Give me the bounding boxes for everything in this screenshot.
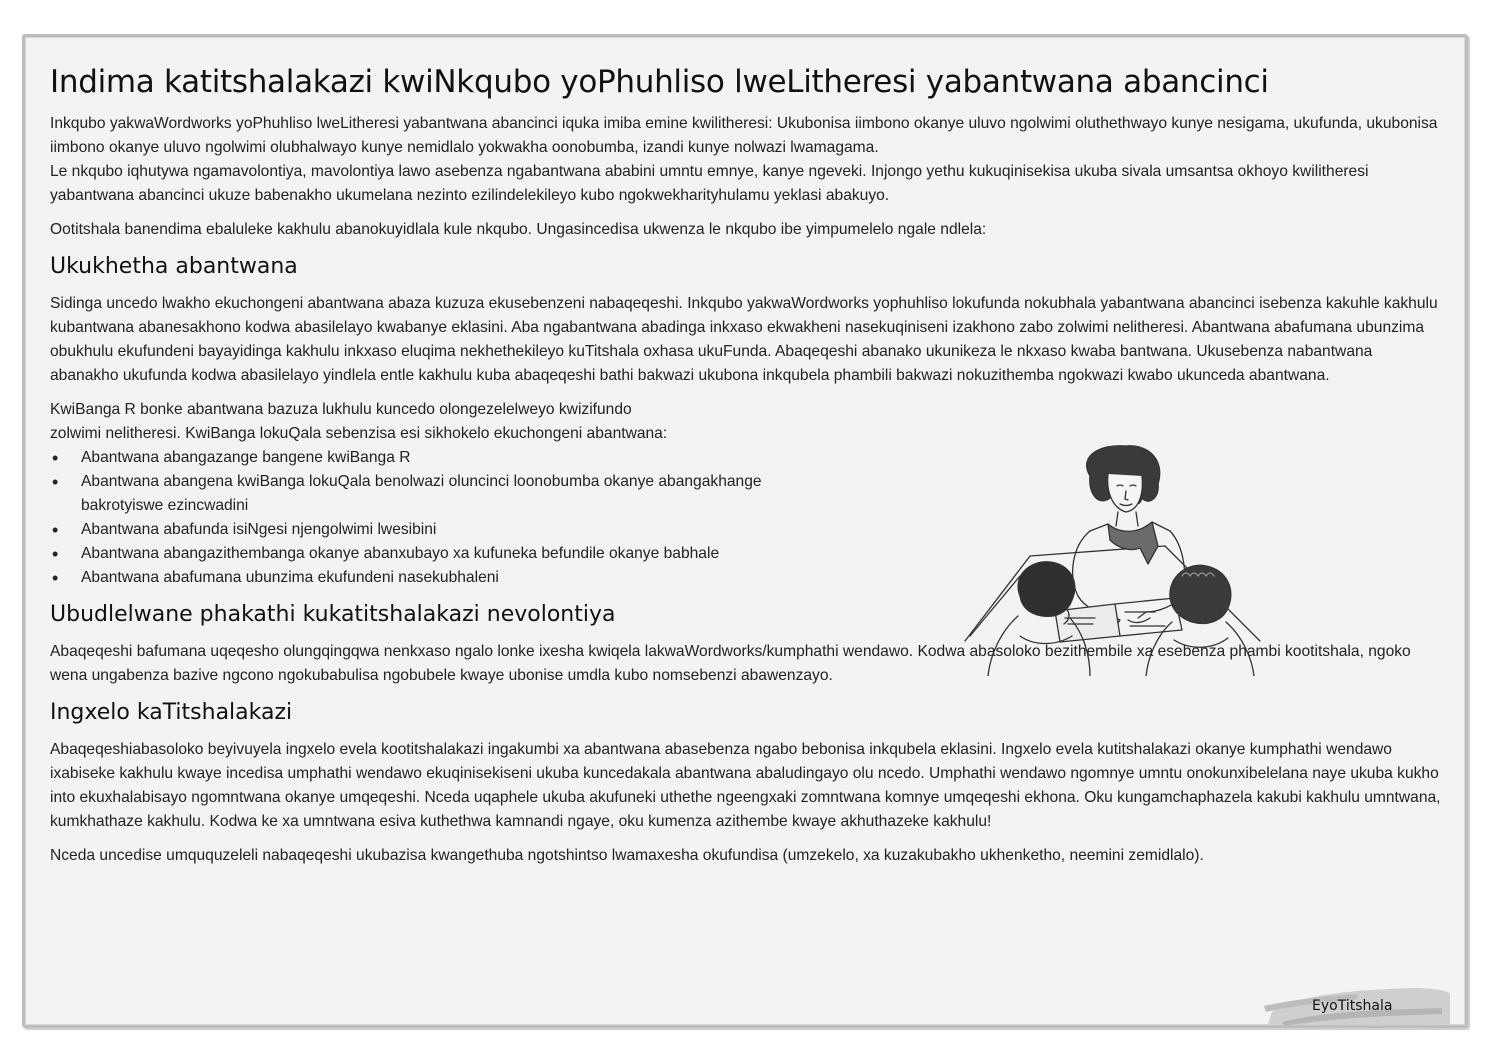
list-item: • Abantwana abangazange bangene kwiBanga R (50, 446, 880, 470)
grade-one-line: zolwimi nelitheresi. KwiBanga lokuQala sebenzisa esi sikhokelo ekuchongeni abantwana: (50, 425, 668, 442)
list-item: • Abantwana abangena kwiBanga lokuQala benolwazi oluncinci loonobumba okanye abangakhange bakrotyiswe ezincwadini (50, 470, 811, 518)
footer-badge-label: EyoTitshala (1312, 998, 1393, 1014)
relationship-paragraph: Abaqeqeshi bafumana uqeqesho olungqingqwa nenkxaso ngalo lonke ixesha kwiqela lakwaWordworks/kumphathi wendawo. Kodwa abasoloko bezithembile xa esebenza phambi kootitshala, ngoko wena ungabenza bazive ngcono ngokubabulisa ngobubele kwaye ubonise umdla kubo nomsebenzi abawenzayo. (50, 643, 1411, 684)
selecting-paragraph: Sidinga uncedo lwakho ekuchongeni abantwana abaza kuzuza ekusebenzeni nabaqeqeshi. Inkqubo yakwaWordworks yophuhliso lokufunda nokubhala yabantwana abancinci isebenza kakuhle kakhulu kubantwana abanesakhono kodwa abasilelayo kwabanye eklasini. Aba ngabantwana abadinga inkxaso ekwakheni nasekuqiniseni izakhono zabo zolwimi nelitheresi. Abantwana abafumana ubunzima obukhulu ekufundeni bayayidinga kakhulu inkxaso eluqima nekhethekileyo kuTitshala oxhasa ukuFunda. Abaqeqeshi abanako ukunikeza le nkxaso kwaba bantwana. Ukusebenza nabantwana abanakho ukufunda kodwa abasilelayo yindlela entle kakhulu kuba abaqeqeshi bathi bakwazi ukubona inkqubela phambili bakwazi nokuzithemba ngokwazi kwabo ukunceda abantwana. (50, 295, 1438, 384)
intro-paragraph-2: Le nkqubo iqhutywa ngamavolontiya, mavolontiya lawo asebenza ngabantwana ababini umntu emnye, kanye ngeveki. Injongo yethu kukuqinisekisa ukuba sivala umsantsa okhoyo kwilitheresi yabantwana abancinci ukuze babenakho ukumelana nezinto ezilindelekileyo kubo ngokwekharityhulamu yeklasi abakuyo. (50, 163, 1369, 204)
teacher-with-children-illustration (960, 436, 1270, 676)
list-item: • Abantwana abafunda isiNgesi njengolwimi lwesibini (50, 518, 880, 542)
intro-section (50, 112, 1450, 242)
selection-criteria-list (50, 446, 880, 590)
page-title: Indima katitshalakazi kwiNkqubo yoPhuhliso lweLitheresi yabantwana abancinci (50, 64, 1269, 100)
intro-paragraph-1: Inkqubo yakwaWordworks yoPhuhliso lweLitheresi yabantwana abancinci iquka imiba emine kwilitheresi: Ukubonisa iimbono okanye uluvo ngolwimi oluthethwayo kunye nesigama, ukufunda, ukubonisa iimbono okanye uluvo ngolwimi olubhalwayo kunye nemidlalo yokwakha oonobumba, izandi kunye nolwazi lwamagama. (50, 115, 1438, 156)
heading-teacher-feedback: Ingxelo kaTitshalakazi (50, 700, 293, 725)
heading-teacher-volunteer-relationship: Ubudlelwane phakathi kukatitshalakazi nevolontiya (50, 602, 616, 627)
list-item: • Abantwana abangazithembanga okanye abanxubayo xa kufuneka befundile okanye babhale (50, 542, 880, 566)
intro-paragraph-3: Ootitshala banendima ebaluleke kakhulu abanokuyidlala kule nkqubo. Ungasincedisa ukwenza le nkqubo ibe yimpumelelo ngale ndlela: (50, 221, 987, 238)
schedule-paragraph: Nceda uncedise umququzeleli nabaqeqeshi ukubazisa kwangethuba ngotshintso lwamaxesha okufundisa (umzekelo, xa kuzakubakho ukhenketho, neemini zemidlalo). (50, 847, 1204, 864)
list-item: • Abantwana abafumana ubunzima ekufundeni nasekubhaleni (50, 566, 880, 590)
heading-selecting-children: Ukukhetha abantwana (50, 254, 298, 279)
feedback-paragraph: Abaqeqeshiabasoloko beyivuyela ingxelo evela kootitshalakazi ingakumbi xa abantwana abasebenza ngabo bebonisa inkqubela eklasini. Ingxelo evela kutitshalakazi okanye kumphathi wendawo ixabiseke kakhulu kwaye incedisa umphathi wendawo ekuqinisekiseni ukuba kuncedakala abantwana abaludingayo olu ncedo. Umphathi wendawo ngomnye umntu onokunxibelelana naye ukuba kukho into ekuxhalabisayo ngomntwana okanye umqeqeshi. Nceda uqaphele ukuba akufuneki uthethe ngeengxaki zomntwana komnye umqeqeshi ekhona. Oku kungamchaphazela kakubi kakhulu umntwana, kumkhathaze kakhulu. Kodwa ke xa umntwana esiva kuthethwa kamnandi ngaye, oku kumenza azithembe kwaye akhuthazeke kakhulu! (50, 741, 1441, 830)
grade-r-line: KwiBanga R bonke abantwana bazuza lukhulu kuncedo olongezelelweyo kwizifundo (50, 401, 632, 418)
